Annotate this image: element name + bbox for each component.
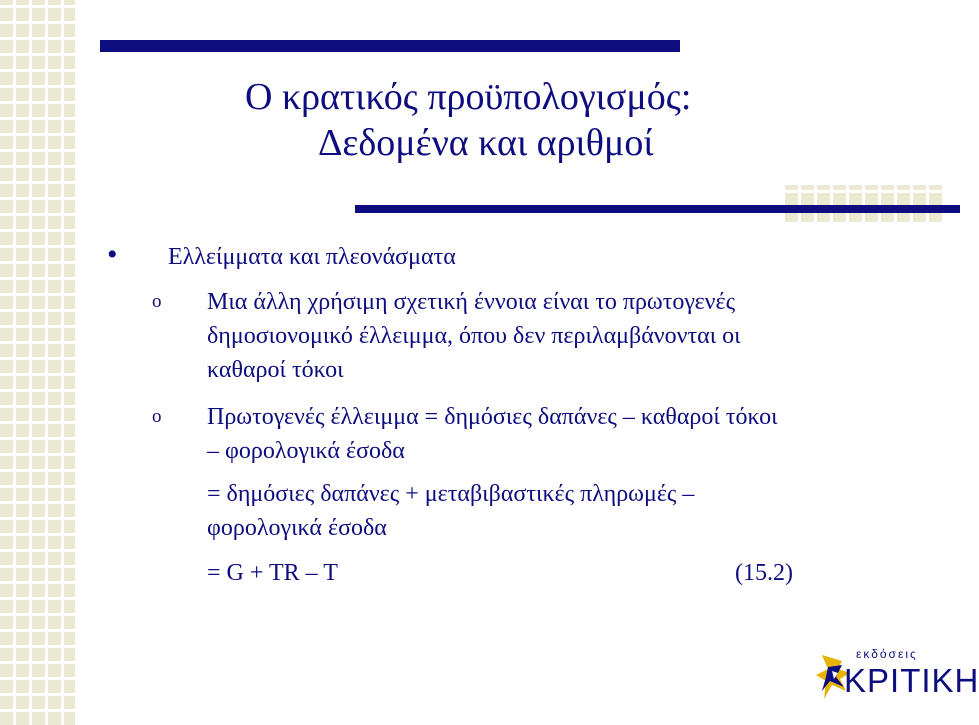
formula: = G + TR – T — [207, 560, 338, 586]
sub-bullet-icon: o — [152, 406, 162, 427]
logo-main-text: ΚΡΙΤΙΚΗ — [844, 662, 979, 699]
equation-number: (15.2) — [735, 560, 793, 586]
title-line-1: Ο κρατικός προϋπολογισμός: — [245, 76, 692, 118]
top-divider-bar — [100, 40, 680, 52]
point-2-line: Πρωτογενές έλλειμμα = δημόσιες δαπάνες – καθαροί τόκοι — [207, 404, 778, 430]
point-2 — [207, 400, 778, 468]
point-1-line: καθαροί τόκοι — [207, 357, 344, 383]
slide-title — [245, 74, 845, 166]
equation-expansion — [207, 477, 694, 545]
sub-bullet-icon: o — [152, 291, 162, 312]
point-1-line: Μια άλλη χρήσιμη σχετική έννοια είναι το πρωτογενές — [207, 289, 736, 315]
logo-small-text: εκδόσεις — [856, 647, 918, 661]
equation-line: φορολογικά έσοδα — [207, 515, 387, 541]
decorative-left-strip — [0, 0, 75, 725]
point-1 — [207, 285, 741, 387]
title-line-2: Δεδομένα και αριθμοί — [318, 122, 654, 164]
section-heading: Ελλείμματα και πλεονάσματα — [168, 244, 456, 270]
equation-line: = δημόσιες δαπάνες + μεταβιβαστικές πληρωμές – — [207, 481, 695, 507]
title-divider-bar — [355, 205, 960, 213]
publisher-logo — [812, 647, 979, 709]
point-1-line: δημοσιονομικό έλλειμμα, όπου δεν περιλαμβάνονται οι — [207, 323, 741, 349]
decorative-tan-block — [785, 185, 945, 222]
bullet-icon: • — [107, 238, 118, 271]
point-2-line: – φορολογικά έσοδα — [207, 438, 405, 464]
